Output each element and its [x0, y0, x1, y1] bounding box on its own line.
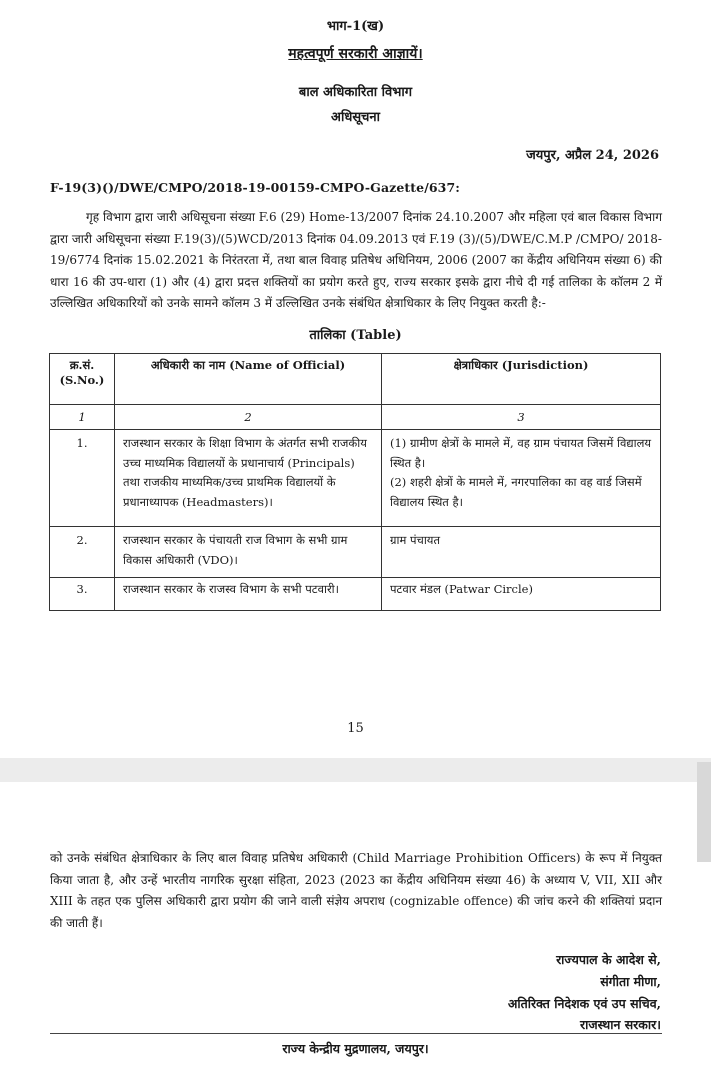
page-separator	[0, 758, 711, 782]
table-caption: तालिका (Table)	[309, 328, 402, 343]
signatory-name: संगीता मीणा,	[600, 974, 661, 989]
part-label: भाग-1(ख)	[326, 19, 385, 34]
row-jurisdiction: पटवार मंडल (Patwar Circle)	[382, 578, 661, 611]
table-row	[50, 527, 661, 578]
footer-divider	[50, 1033, 662, 1034]
notification-title: अधिसूचना	[331, 110, 380, 125]
continuation-paragraph: को उनके संबंधित क्षेत्राधिकार के लिए बाल विवाह प्रतिषेध अधिकारी (Child Marriage Prohibition Officers) के रूप में नियुक्त किया जाता है, और उन्हें भारतीय नागरिक सुरक्षा संहिता, 2023 (2023 का केंद्रीय अधिनियम संख्या 46) के अध्याय V, VII, XII और XIII के तहत एक पुलिस अधिकारी द्वारा प्रयोग की जाने वाली संज्ञेय अपराध (cognizable offence) की जांच करने की शक्तियां प्रदान की जाती हैं।	[50, 851, 662, 930]
row-sno: 1.	[50, 430, 115, 527]
row-official: राजस्थान सरकार के राजस्व विभाग के सभी पटवारी।	[115, 578, 382, 611]
signature-order-line: राज्यपाल के आदेश से,	[556, 952, 661, 967]
row-sno: 3.	[50, 578, 115, 611]
table-row	[50, 578, 661, 611]
header-sno: क्र.सं. (S.No.)	[50, 354, 115, 405]
section-heading: महत्वपूर्ण सरकारी आज्ञायें।	[288, 46, 423, 62]
table-row	[50, 430, 661, 527]
header-official: अधिकारी का नाम (Name of Official)	[115, 354, 382, 405]
file-number: F-19(3)()/DWE/CMPO/2018-19-00159-CMPO-Gazette/637:	[50, 180, 460, 195]
row-jurisdiction: ग्राम पंचायत	[382, 527, 661, 578]
row-official: राजस्थान सरकार के शिक्षा विभाग के अंतर्गत सभी राजकीय उच्च माध्यमिक विद्यालयों के प्रधानाचार्य (Principals) तथा राजकीय माध्यमिक/उच्च प्राथमिक विद्यालयों के प्रधानाध्यापक (Headmasters)।	[115, 430, 382, 527]
notification-date: जयपुर, अप्रैल 24, 2026	[526, 148, 659, 163]
table-header-row	[50, 354, 661, 405]
signatory-designation: अतिरिक्त निदेशक एवं उप सचिव,	[507, 996, 661, 1011]
intro-paragraph: गृह विभाग द्वारा जारी अधिसूचना संख्या F.6 (29) Home-13/2007 दिनांक 24.10.2007 और महिला एवं बाल विकास विभाग द्वारा जारी अधिसूचना संख्या F.19(3)/(5)WCD/2013 दिनांक 04.09.2013 एवं F.19 (3)/(5)/DWE/C.M.P /CMPO/ 2018-19/6774 दिनांक 15.02.2021 के निरंतरता में, तथा बाल विवाह प्रतिषेध अधिनियम, 2006 (2007 का केंद्रीय अधिनियम संख्या 6) की धारा 16 की उप-धारा (1) और (4) द्वारा प्रदत्त शक्तियों का प्रयोग करते हुए, राज्य सरकार इसके द्वारा नीचे दी गई तालिका के कॉलम 2 में उल्लिखित अधिकारियों को उनके सामने कॉलम 3 में उल्लिखित उनके संबंधित क्षेत्राधिकार के लिए नियुक्त करती है:-	[50, 210, 662, 310]
jurisdiction-urban: (2) शहरी क्षेत्रों के मामले में, नगरपालिका का वह वार्ड जिसमें विद्यालय स्थित है।	[390, 475, 642, 509]
header-jurisdiction: क्षेत्राधिकार (Jurisdiction)	[382, 354, 661, 405]
column-number-row	[50, 405, 661, 430]
signatory-government: राजस्थान सरकार।	[579, 1017, 661, 1032]
col-number-1: 1	[50, 405, 115, 430]
col-number-3: 3	[382, 405, 661, 430]
row-jurisdiction	[382, 430, 661, 527]
col-number-2: 2	[115, 405, 382, 430]
page-number: 15	[347, 721, 364, 736]
row-official: राजस्थान सरकार के पंचायती राज विभाग के सभी ग्राम विकास अधिकारी (VDO)।	[115, 527, 382, 578]
jurisdiction-rural: (1) ग्रामीण क्षेत्रों के मामले में, वह ग्राम पंचायत जिसमें विद्यालय स्थित है।	[390, 436, 652, 470]
row-sno: 2.	[50, 527, 115, 578]
officials-table	[49, 353, 661, 611]
department-name: बाल अधिकारिता विभाग	[298, 85, 413, 100]
press-footer: राज्य केन्द्रीय मुद्रणालय, जयपुर।	[282, 1041, 429, 1056]
page-edge-shadow	[697, 762, 711, 862]
